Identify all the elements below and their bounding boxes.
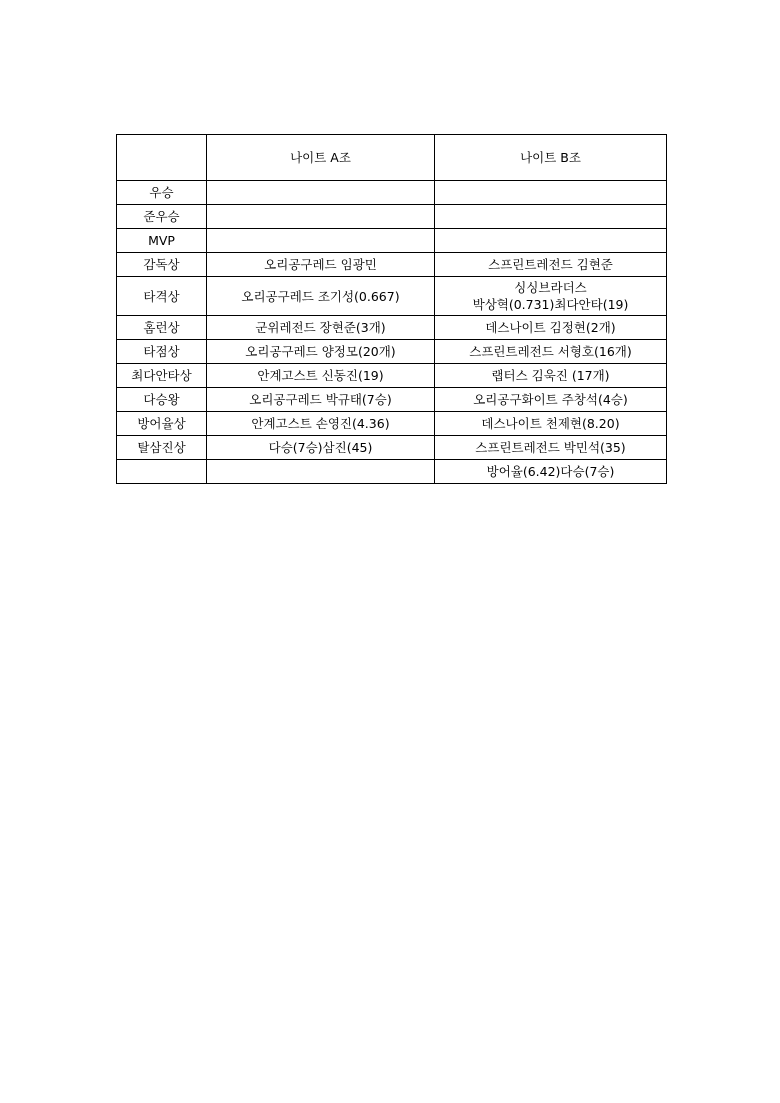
group-a-cell — [207, 181, 435, 205]
group-a-cell — [207, 460, 435, 484]
group-b-cell — [435, 181, 667, 205]
table-row — [117, 340, 667, 364]
table-row — [117, 460, 667, 484]
table-row — [117, 436, 667, 460]
award-label: 타격상 — [117, 277, 207, 316]
award-label: 방어율상 — [117, 412, 207, 436]
group-b-cell: 스프린트레전드 서형호(16개) — [435, 340, 667, 364]
header-cell-group-b: 나이트 B조 — [435, 135, 667, 181]
award-label — [117, 460, 207, 484]
table-row — [117, 412, 667, 436]
award-label: 다승왕 — [117, 388, 207, 412]
group-a-cell: 오리공구레드 양정모(20개) — [207, 340, 435, 364]
group-b-cell — [435, 229, 667, 253]
table-row — [117, 316, 667, 340]
group-a-cell: 안계고스트 손영진(4.36) — [207, 412, 435, 436]
award-label: 우승 — [117, 181, 207, 205]
group-a-cell — [207, 229, 435, 253]
table-row — [117, 388, 667, 412]
group-b-cell — [435, 277, 667, 316]
group-b-cell — [435, 205, 667, 229]
group-a-cell: 다승(7승)삼진(45) — [207, 436, 435, 460]
award-label: 준우승 — [117, 205, 207, 229]
group-b-cell: 오리공구화이트 주창석(4승) — [435, 388, 667, 412]
awards-table — [116, 134, 667, 484]
group-a-cell: 오리공구레드 조기성(0.667) — [207, 277, 435, 316]
header-cell-group-a: 나이트 A조 — [207, 135, 435, 181]
table-header-row — [117, 135, 667, 181]
table-row — [117, 277, 667, 316]
table-row — [117, 364, 667, 388]
header-cell-corner — [117, 135, 207, 181]
group-a-cell: 오리공구레드 임광민 — [207, 253, 435, 277]
group-b-cell: 데스나이트 천제현(8.20) — [435, 412, 667, 436]
group-a-cell — [207, 205, 435, 229]
group-b-cell: 랩터스 김욱진 (17개) — [435, 364, 667, 388]
group-a-cell: 안계고스트 신동진(19) — [207, 364, 435, 388]
award-label: 홈런상 — [117, 316, 207, 340]
group-b-cell: 스프린트레전드 김현준 — [435, 253, 667, 277]
group-b-cell-line-2: 박상혁(0.731)최다안타(19) — [472, 297, 629, 312]
award-label: 감독상 — [117, 253, 207, 277]
table-row — [117, 205, 667, 229]
award-label: 타점상 — [117, 340, 207, 364]
group-a-cell: 오리공구레드 박규태(7승) — [207, 388, 435, 412]
table-row — [117, 181, 667, 205]
award-label: 최다안타상 — [117, 364, 207, 388]
group-b-cell: 방어율(6.42)다승(7승) — [435, 460, 667, 484]
table-row — [117, 229, 667, 253]
group-a-cell: 군위레전드 장현준(3개) — [207, 316, 435, 340]
table-row — [117, 253, 667, 277]
award-label: 탈삼진상 — [117, 436, 207, 460]
group-b-cell: 스프린트레전드 박민석(35) — [435, 436, 667, 460]
group-b-cell-line-1: 싱싱브라더스 — [514, 280, 587, 295]
award-label: MVP — [117, 229, 207, 253]
group-b-cell: 데스나이트 김정현(2개) — [435, 316, 667, 340]
